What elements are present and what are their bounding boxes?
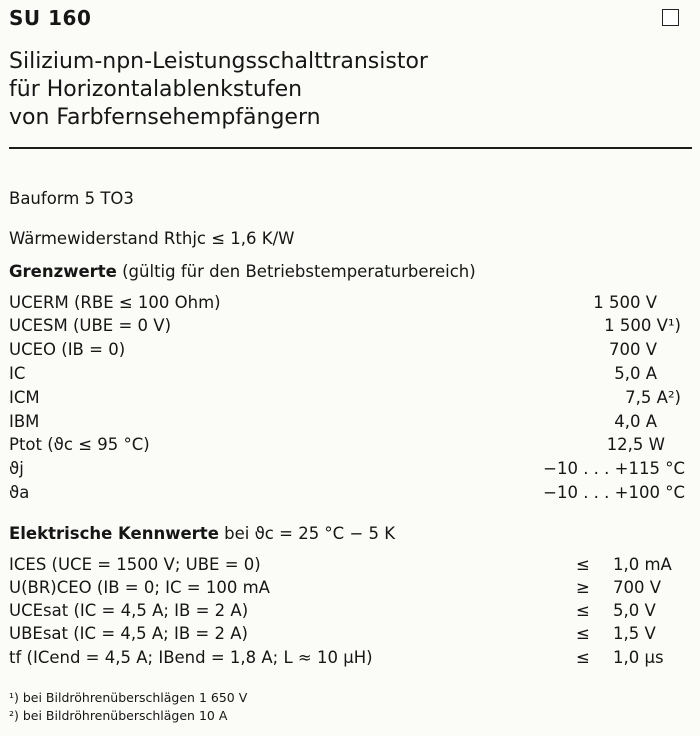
characteristic-label: UCEsat (IC = 4,5 A; IB = 2 A) bbox=[9, 601, 249, 620]
limit-label: ϑj bbox=[9, 459, 24, 478]
limit-row bbox=[9, 435, 685, 457]
comparison-symbol: ≤ bbox=[576, 648, 590, 667]
subtitle-line: Silizium-npn-Leistungsschalttransistor bbox=[9, 49, 428, 74]
thermal-resistance: Wärmewiderstand Rthjc ≤ 1,6 K/W bbox=[9, 229, 295, 248]
subtitle-line: von Farbfernsehempfängern bbox=[9, 105, 321, 130]
characteristic-row bbox=[9, 578, 685, 600]
package-type: Bauform 5 TO3 bbox=[9, 189, 134, 208]
comparison-symbol: ≤ bbox=[576, 624, 590, 643]
limit-value: 4,0 A bbox=[614, 412, 657, 431]
comparison-symbol: ≥ bbox=[576, 578, 590, 597]
characteristic-label: U(BR)CEO (IB = 0; IC = 100 mA bbox=[9, 578, 270, 597]
limit-row bbox=[9, 340, 685, 362]
limit-row bbox=[9, 459, 685, 481]
limit-row bbox=[9, 483, 685, 505]
comparison-symbol: ≤ bbox=[576, 555, 590, 574]
comparison-symbol: ≤ bbox=[576, 601, 590, 620]
limit-label: ICM bbox=[9, 388, 40, 407]
characteristic-label: tf (ICend = 4,5 A; IBend = 1,8 A; L ≈ 10 μH) bbox=[9, 648, 373, 667]
characteristic-label: UBEsat (IC = 4,5 A; IB = 2 A) bbox=[9, 624, 248, 643]
footnote: ²) bei Bildröhrenüberschlägen 10 A bbox=[9, 708, 228, 723]
limit-row bbox=[9, 316, 685, 338]
characteristic-value: 1,0 μs bbox=[613, 648, 664, 667]
characteristic-row bbox=[9, 601, 685, 623]
limit-value: −10 . . . +100 °C bbox=[543, 483, 685, 502]
limits-heading-rest: (gültig für den Betriebstemperaturbereich) bbox=[116, 262, 476, 281]
limit-value: −10 . . . +115 °C bbox=[543, 459, 685, 478]
limit-label: UCERM (RBE ≤ 100 Ohm) bbox=[9, 293, 221, 312]
characteristic-row bbox=[9, 648, 685, 670]
checkbox[interactable] bbox=[662, 9, 679, 26]
characteristics-heading-rest: bei ϑc = 25 °C − 5 K bbox=[218, 524, 396, 543]
characteristic-row bbox=[9, 624, 685, 646]
limit-value: 5,0 A bbox=[614, 364, 657, 383]
footnote: ¹) bei Bildröhrenüberschlägen 1 650 V bbox=[9, 690, 248, 705]
limit-label: IBM bbox=[9, 412, 40, 431]
characteristics-heading-bold: Elektrische Kennwerte bbox=[9, 524, 219, 543]
limit-label: IC bbox=[9, 364, 26, 383]
limit-value: 7,5 A²) bbox=[625, 388, 681, 407]
characteristic-value: 1,0 mA bbox=[613, 555, 672, 574]
limits-heading bbox=[9, 262, 476, 281]
characteristics-heading bbox=[9, 524, 395, 543]
limit-value: 1 500 V¹) bbox=[604, 316, 681, 335]
characteristic-value: 5,0 V bbox=[613, 601, 656, 620]
characteristic-row bbox=[9, 555, 685, 577]
characteristic-value: 700 V bbox=[613, 578, 662, 597]
limit-row bbox=[9, 412, 685, 434]
divider bbox=[9, 147, 692, 149]
characteristic-label: ICES (UCE = 1500 V; UBE = 0) bbox=[9, 555, 261, 574]
subtitle-line: für Horizontalablenkstufen bbox=[9, 77, 303, 102]
subtitle bbox=[9, 48, 428, 132]
limit-value: 12,5 W bbox=[606, 435, 665, 454]
limit-value: 1 500 V bbox=[593, 293, 657, 312]
limit-label: Ptot (ϑc ≤ 95 °C) bbox=[9, 435, 150, 454]
limit-value: 700 V bbox=[608, 340, 657, 359]
limit-row bbox=[9, 293, 685, 315]
limits-heading-bold: Grenzwerte bbox=[9, 262, 117, 281]
limit-label: ϑa bbox=[9, 483, 30, 502]
limit-row bbox=[9, 364, 685, 386]
characteristic-value: 1,5 V bbox=[613, 624, 656, 643]
limit-label: UCEO (IB = 0) bbox=[9, 340, 126, 359]
limit-row bbox=[9, 388, 685, 410]
page-title: SU 160 bbox=[9, 6, 92, 30]
limit-label: UCESM (UBE = 0 V) bbox=[9, 316, 172, 335]
